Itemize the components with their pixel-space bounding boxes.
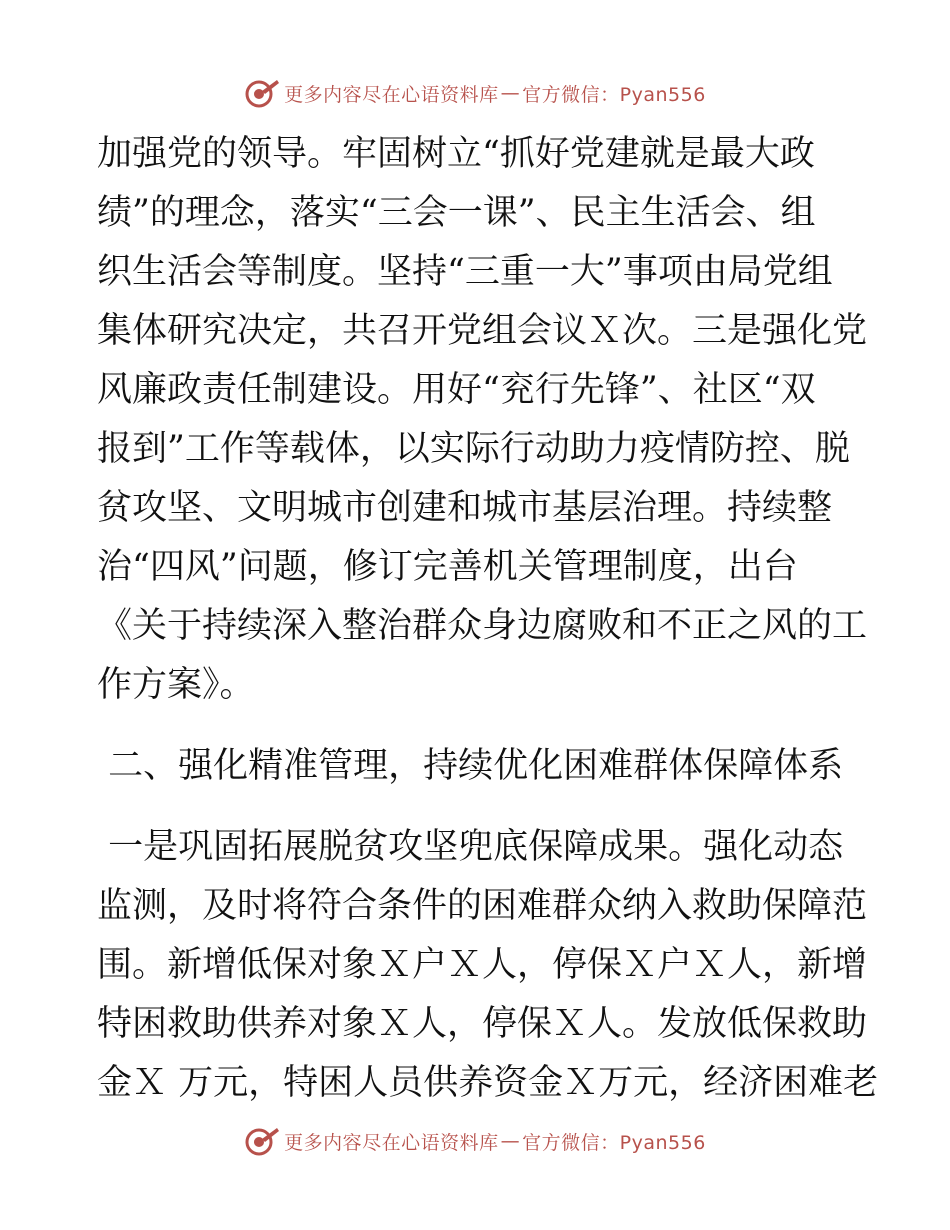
text-line: 贫攻坚、文明城市创建和城市基层治理。持续整 — [97, 488, 833, 528]
pen-logo-icon — [244, 77, 280, 109]
header-watermark-banner — [0, 73, 950, 113]
pen-logo-icon — [244, 1125, 280, 1157]
document-body — [97, 125, 879, 1113]
text-line: 风廉政责任制建设。用好“兖行先锋”、社区“双 — [97, 370, 816, 410]
text-line: 围。新增低保对象Ｘ户Ｘ人，停保Ｘ户Ｘ人，新增 — [97, 945, 868, 985]
text-line: 集体研究决定，共召开党组会议Ｘ次。三是强化党 — [97, 311, 868, 351]
text-line: 一是巩固拓展脱贫攻坚兜底保障成果。强化动态 — [97, 827, 844, 867]
text-line: 报到”工作等载体，以实际行动助力疫情防控、脱 — [97, 429, 850, 469]
banner-text: 更多内容尽在心语资料库 — [284, 83, 499, 106]
text-line: 作方案》。 — [97, 665, 255, 705]
paragraph — [97, 818, 879, 1113]
banner-text: 更多内容尽在心语资料库 — [284, 1131, 499, 1154]
text-line: 加强党的领导。牢固树立“抓好党建就是最大政 — [97, 134, 815, 174]
heading-line: 二、强化精准管理，持续优化困难群体保障体系 — [97, 746, 844, 786]
banner-contact: 官方微信：Pyan556 — [522, 1131, 706, 1154]
text-line: 金Ｘ 万元，特困人员供养资金Ｘ万元，经济困难老 — [97, 1063, 879, 1103]
text-line: 特困救助供养对象Ｘ人，停保Ｘ人。发放低保救助 — [97, 1004, 868, 1044]
banner-dash: — — [500, 82, 521, 104]
banner-contact: 官方微信：Pyan556 — [522, 83, 706, 106]
section-heading — [97, 737, 857, 796]
text-line: 治“四风”问题，修订完善机关管理制度，出台 — [97, 547, 798, 587]
text-line: 《关于持续深入整治群众身边腐败和不正之风的工 — [97, 606, 868, 646]
text-line: 监测，及时将符合条件的困难群众纳入救助保障范 — [97, 886, 868, 926]
footer-watermark-banner — [0, 1121, 950, 1161]
paragraph — [97, 125, 868, 715]
text-line: 织生活会等制度。坚持“三重一大”事项由局党组 — [97, 252, 833, 292]
text-line: 绩”的理念，落实“三会一课”、民主生活会、组 — [97, 193, 816, 233]
banner-dash: — — [500, 1130, 521, 1152]
